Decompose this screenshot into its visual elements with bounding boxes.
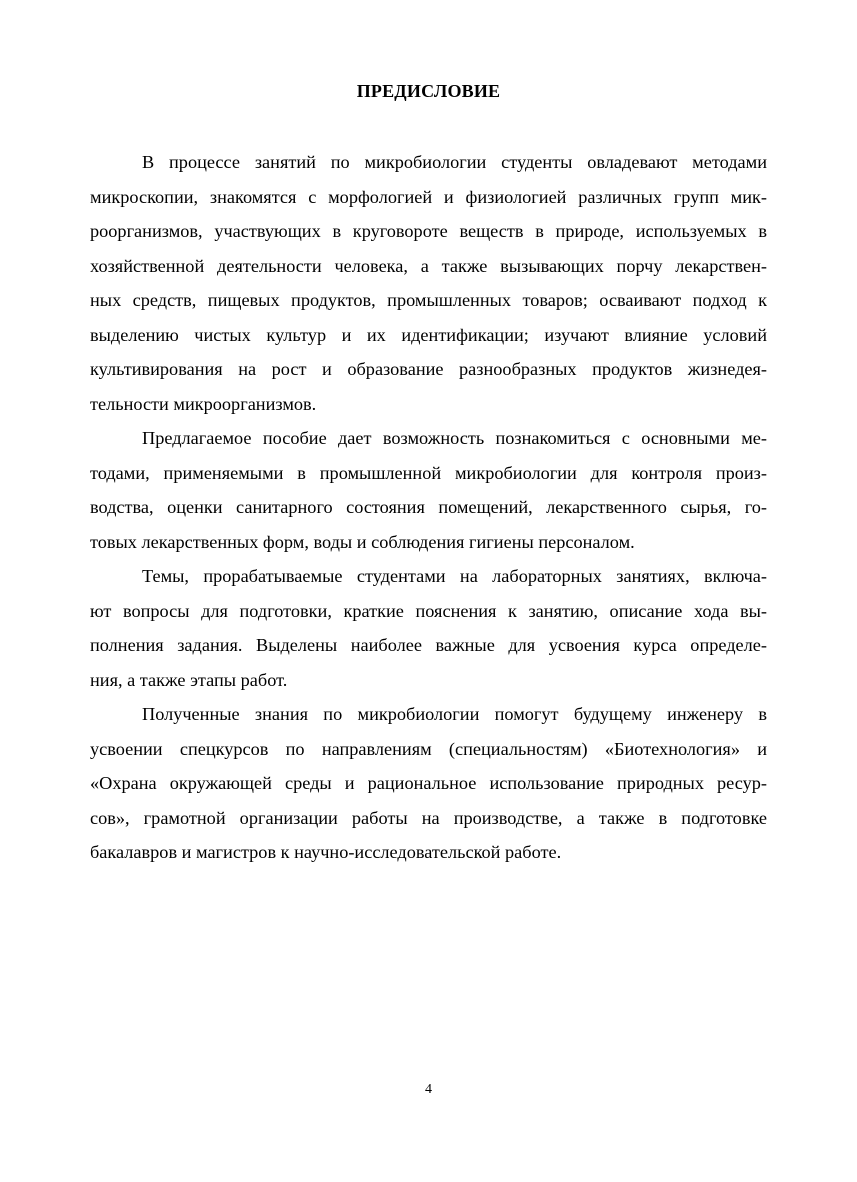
paragraph-1 (90, 145, 767, 421)
text-line: культивирования на рост и образование разнообразных продуктов жизнедея- (90, 359, 767, 379)
text-line: микроскопии, знакомятся с морфологией и физиологией различных групп мик- (90, 186, 767, 207)
text-line: Полученные знания по микробиологии помогут будущему инженеру в (142, 704, 767, 724)
text-line: Темы, прорабатываемые студентами на лабораторных занятиях, включа- (142, 566, 767, 586)
paragraph-2 (90, 421, 767, 559)
page-number: 4 (425, 1082, 432, 1097)
paragraph-4 (90, 697, 767, 870)
text-line: товых лекарственных форм, воды и соблюдения гигиены персоналом. (90, 531, 635, 552)
text-line: тельности микроорганизмов. (90, 393, 317, 414)
text-line: тодами, применяемыми в промышленной микробиологии для контроля произ- (90, 462, 767, 483)
text-line: хозяйственной деятельности человека, а также вызывающих порчу лекарствен- (90, 255, 767, 276)
text-line: усвоении спецкурсов по направлениям (специальностям) «Биотехнология» и (90, 738, 767, 759)
text-line: выделению чистых культур и их идентификации; изучают влияние условий (90, 324, 767, 345)
text-line: роорганизмов, участвующих в круговороте веществ в природе, используемых в (90, 221, 767, 241)
text-line: ют вопросы для подготовки, краткие пояснения к занятию, описание хода вы- (90, 600, 767, 621)
text-line: водства, оценки санитарного состояния помещений, лекарственного сырья, го- (90, 497, 767, 517)
text-line: Предлагаемое пособие дает возможность познакомиться с основными ме- (142, 428, 767, 448)
paragraph-3 (90, 559, 767, 697)
text-line: ния, а также этапы работ. (90, 669, 288, 690)
page-title: ПРЕДИСЛОВИЕ (356, 81, 501, 101)
text-line: полнения задания. Выделены наиболее важные для усвоения курса определе- (90, 635, 767, 655)
text-line: «Охрана окружающей среды и рациональное использование природных ресур- (90, 773, 767, 793)
text-line: В процессе занятий по микробиологии студенты овладевают методами (142, 152, 767, 172)
text-line: бакалавров и магистров к научно-исследовательской работе. (90, 842, 562, 862)
text-line: ных средств, пищевых продуктов, промышленных товаров; осваивают подход к (90, 290, 767, 310)
text-line: сов», грамотной организации работы на производстве, а также в подготовке (90, 807, 767, 828)
body-text (90, 145, 767, 870)
